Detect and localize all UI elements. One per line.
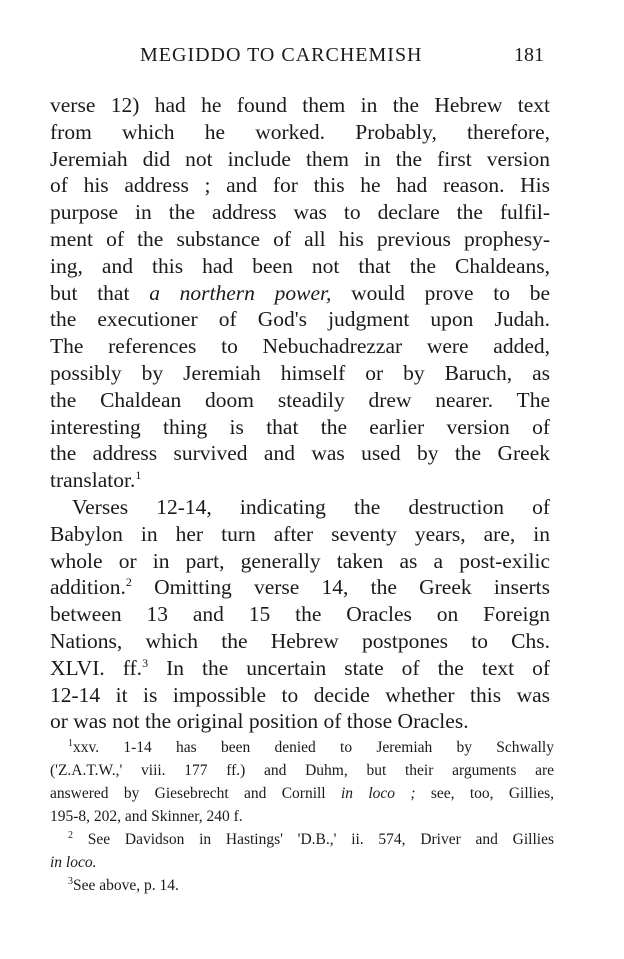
text-line-content: the address survived and was used by the Greek (50, 441, 550, 466)
text-line-content: Babylon in her turn after seventy years, are, in (50, 521, 550, 546)
text-line-content: XLVI. ff. (50, 655, 143, 680)
running-title: MEGIDDO TO CARCHEMISH (140, 44, 423, 66)
text-line-content: The references to Nebuchadrezzar were added, (50, 334, 550, 359)
footnote-text: 195-8, 202, and Skinner, 240 f. (50, 808, 243, 825)
text-line-content: addition. (50, 575, 126, 600)
text-line (50, 574, 550, 601)
text-line-content: Jeremiah did not include them in the first version (50, 146, 550, 171)
text-line-content: between 13 and 15 the Oracles on Foreign (50, 602, 550, 627)
text-line (50, 226, 550, 253)
text-line-content: 12-14 it is impossible to decide whether this was (50, 682, 550, 707)
footnote-text: See Davidson in Hastings' 'D.B.,' ii. 574, Driver and Gillies (87, 831, 554, 848)
text-line-content: ing, and this had been not that the Chaldeans, (50, 253, 550, 278)
footnote-3-line (50, 874, 554, 897)
text-line (50, 601, 550, 628)
text-line (50, 360, 550, 387)
footnote-text: answered by Giesebrecht and Cornill (50, 785, 326, 802)
footnote-text: See above, p. 14. (73, 877, 179, 894)
text-line-content: interesting thing is that the earlier version of (50, 414, 550, 439)
text-line (50, 494, 550, 521)
text-line (50, 387, 550, 414)
text-line-content: ment of the substance of all his previous prophesy- (50, 226, 550, 251)
text-line-content: possibly by Jeremiah himself or by Baruch, as (50, 360, 550, 385)
footnote-ref: 1 (135, 468, 142, 482)
text-line (50, 333, 550, 360)
footnote-ref: 3 (142, 655, 149, 670)
text-line (50, 548, 550, 575)
text-line (50, 92, 550, 119)
italic-phrase: a northern power, (149, 280, 332, 305)
page-number: 181 (514, 44, 544, 66)
text-line (50, 682, 550, 709)
text-line-content: whole or in part, generally taken as a post-exilic (50, 548, 550, 573)
text-line (50, 253, 550, 280)
footnote-ref: 2 (125, 575, 132, 590)
text-line-content: purpose in the address was to declare the fulfil- (50, 200, 550, 225)
text-line-content: verse 12) had he found them in the Hebrew text (50, 93, 550, 117)
text-line (50, 628, 550, 655)
body-text (50, 92, 550, 735)
text-line (50, 146, 550, 173)
footnotes (50, 736, 554, 897)
text-line (50, 199, 550, 226)
text-line (50, 280, 550, 307)
footnote-2-line (50, 828, 554, 851)
text-line (50, 521, 550, 548)
footnote-text: xxv. 1-14 has been denied to Jeremiah by Schwally (73, 739, 554, 756)
footnote-2-line (50, 851, 554, 874)
footnote-1-line (50, 805, 554, 828)
text-line (50, 655, 550, 682)
text-line-content: of his address ; and for this he had reason. His (50, 173, 550, 198)
footnote-1-line (50, 782, 554, 805)
text-line (50, 306, 550, 333)
footnote-1-line (50, 759, 554, 782)
italic-phrase: in loco. (50, 854, 97, 871)
text-line (50, 119, 550, 146)
text-line-content: would prove to be (351, 280, 551, 305)
text-line-content: Nations, which the Hebrew postpones to Chs. (50, 628, 550, 653)
footnote-marker: 3 (68, 875, 73, 887)
text-line-content: but that (50, 280, 130, 305)
text-line-content: Verses 12-14, indicating the destruction of (72, 494, 550, 519)
text-line (50, 467, 550, 494)
text-line (50, 440, 550, 467)
text-line-content: Omitting verse 14, the Greek inserts (154, 575, 550, 600)
text-line-content: from which he worked. Probably, therefore, (50, 119, 550, 144)
italic-phrase: in loco ; (340, 785, 416, 802)
footnote-1-line (50, 736, 554, 759)
footnote-marker: 2 (68, 829, 73, 841)
footnote-text: see, too, Gillies, (430, 785, 555, 802)
text-line-content: or was not the original position of those Oracles. (50, 709, 469, 734)
text-line-content: the Chaldean doom steadily drew nearer. The (50, 387, 550, 412)
footnote-marker: 1 (68, 737, 73, 749)
text-line (50, 708, 550, 735)
footnote-text: ('Z.A.T.W.,' viii. 177 ff.) and Duhm, but their arguments are (50, 762, 554, 779)
text-line-content: translator. (50, 468, 136, 493)
text-line (50, 414, 550, 441)
text-line-content: the executioner of God's judgment upon Judah. (50, 307, 550, 332)
text-line (50, 172, 550, 199)
text-line-content: In the uncertain state of the text of (166, 655, 550, 680)
running-head (50, 44, 550, 74)
